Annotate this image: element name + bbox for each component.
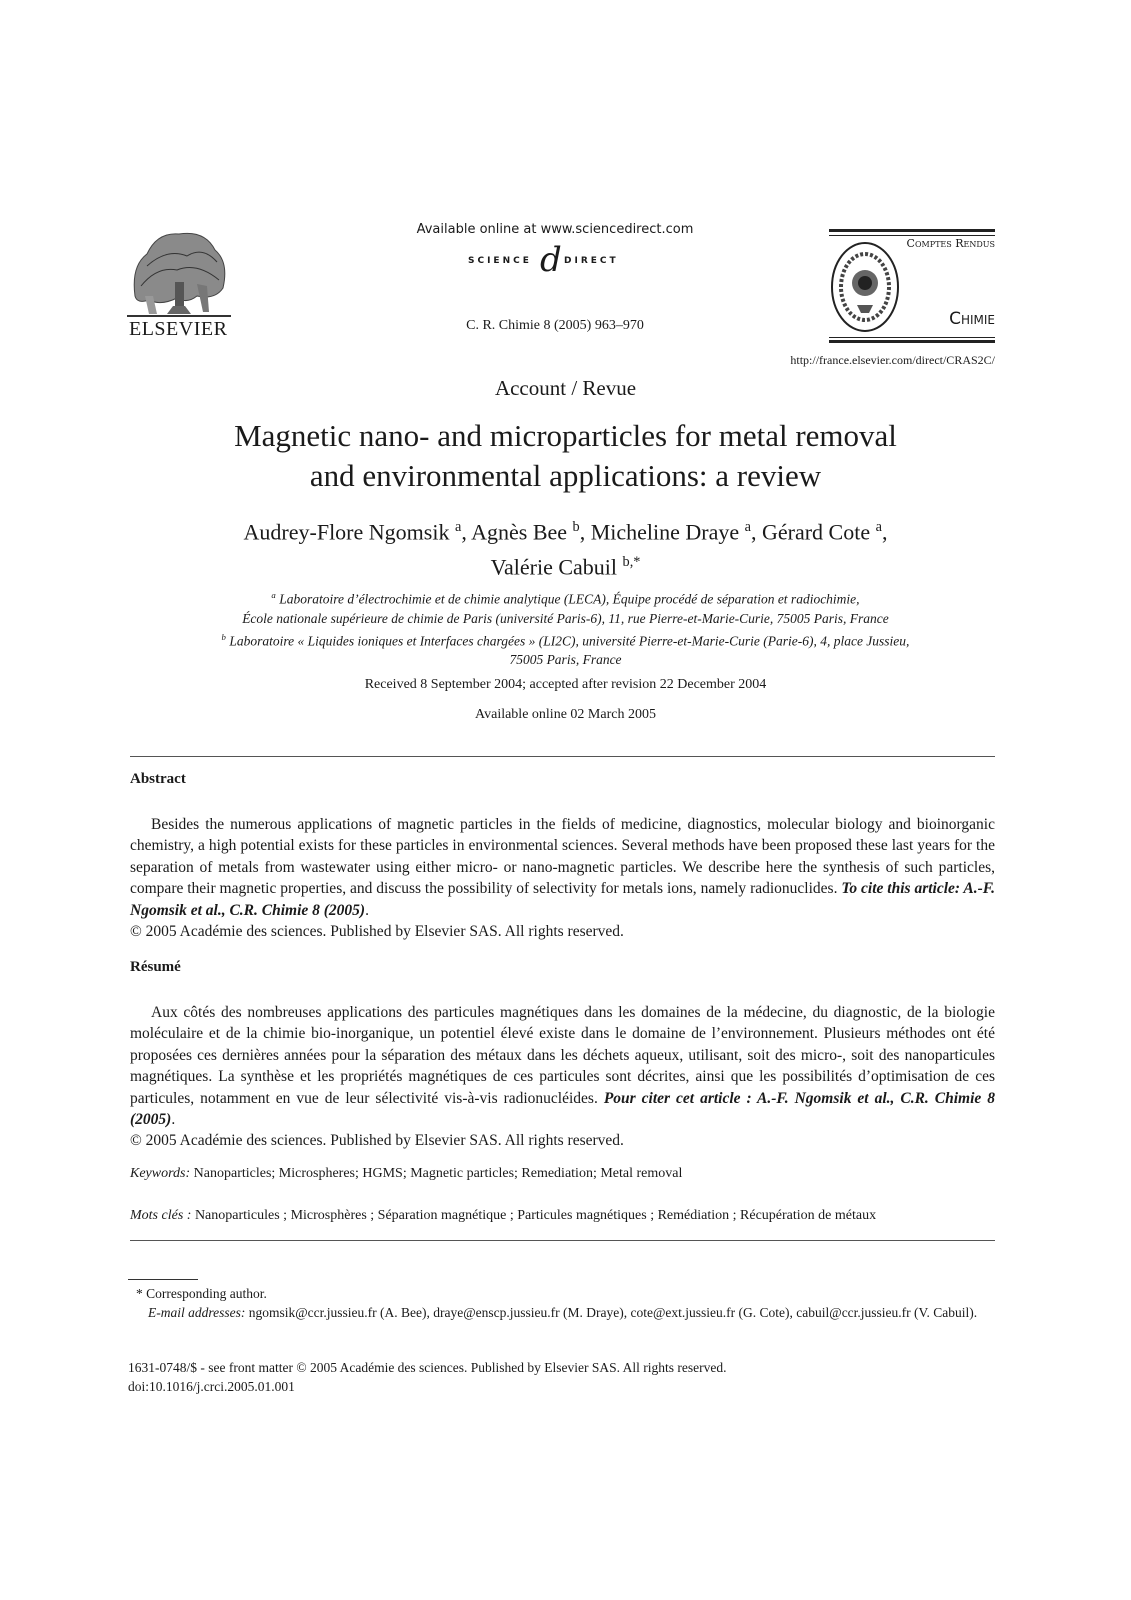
author-separator: , xyxy=(881,519,888,545)
corresponding-author-note: * Corresponding author. xyxy=(136,1286,267,1301)
journal-url-link[interactable]: http://france.elsevier.com/direct/CRAS2C/ xyxy=(790,353,995,367)
front-matter xyxy=(128,1358,998,1396)
mots-cles-text: Nanoparticules ; Microsphères ; Séparation magnétique ; Particules magnétiques ; Remédiation ; Récupération de métaux xyxy=(191,1208,877,1223)
author-name: Audrey-Flore Ngomsik xyxy=(243,519,450,545)
author-affiliation-marker: a xyxy=(454,519,462,535)
email-addresses[interactable]: ngomsik@ccr.jussieu.fr (A. Bee), draye@enscp.jussieu.fr (M. Draye), cote@ext.jussieu.fr (G. Cote), cabuil@ccr.jussieu.fr (V. Cabuil). xyxy=(245,1305,978,1320)
sciencedirect-logo xyxy=(460,240,650,282)
author-name: Agnès Bee xyxy=(471,519,568,545)
author-list xyxy=(100,512,1031,583)
keywords xyxy=(130,1166,995,1182)
author-separator: , xyxy=(461,519,472,545)
author-separator: , xyxy=(750,519,762,545)
author-affiliation-marker: b,* xyxy=(622,554,641,571)
email-addresses-note xyxy=(128,1303,998,1322)
footnotes xyxy=(128,1284,998,1322)
abstract-paragraph: Besides the numerous applications of magnetic particles in the fields of medicine, diagnostics, molecular biology and bioinorganic chemistry, a high potential exists for these particles in environmental sciences. Several methods have been proposed these last years for the separation of metals from wastewater using either micro- or nano-magnetic particles. We describe here the synthesis of such particles, compare their magnetic properties, and discuss the possibility of selectivity for metals ions, namely radionuclides. To cite this article: A.-F. Ngomsik et al., C.R. Chimie 8 (2005). xyxy=(130,816,995,919)
article-title xyxy=(100,416,1031,496)
author-name: Micheline Draye xyxy=(590,519,740,545)
author-separator: , xyxy=(579,519,591,545)
author-affiliation-marker: a xyxy=(875,519,882,535)
resume-body xyxy=(130,1002,995,1152)
journal-citation: C. R. Chimie 8 (2005) 963–970 xyxy=(466,318,644,333)
authors-line-2 xyxy=(100,547,1031,582)
author-name: Valérie Cabuil xyxy=(490,554,618,580)
mots-cles xyxy=(130,1208,995,1224)
journal-name: Chimie xyxy=(949,309,995,329)
abstract-citation: To cite this article: A.-F. Ngomsik et al., C.R. Chimie 8 (2005) xyxy=(130,880,995,919)
front-matter-line: 1631-0748/$ - see front matter © 2005 Académie des sciences. Published by Elsevier SAS. All rights reserved. xyxy=(128,1360,727,1375)
affiliations xyxy=(100,586,1031,669)
authors-line-1 xyxy=(100,512,1031,547)
divider xyxy=(130,756,995,757)
academy-seal-icon xyxy=(829,239,901,335)
comptes-rendus-chimie-logo xyxy=(829,229,995,343)
author-affiliation-marker: a xyxy=(744,519,751,535)
affiliation-marker: b xyxy=(221,631,226,642)
publisher-name: ELSEVIER xyxy=(129,318,228,340)
affiliation-b-line-1: $^b$ Laboratoire « Liquides ioniques et Interfaces chargées » (LI2C), université Pierre-et-Marie-Curie (Parie-6), 4, place Jussieu, xyxy=(221,631,910,648)
email-label: E-mail addresses: xyxy=(148,1305,246,1320)
resume-heading: Résumé xyxy=(130,959,181,975)
doi[interactable]: doi:10.1016/j.crci.2005.01.001 xyxy=(128,1379,295,1394)
affiliation-a-line-1: $^a$ Laboratoire d’électrochimie et de chimie analytique (LECA), Équipe procédé de séparation et radiochimie, xyxy=(271,590,860,607)
abstract-heading: Abstract xyxy=(130,771,186,787)
available-online-date: Available online 02 March 2005 xyxy=(475,707,656,722)
received-dates: Received 8 September 2004; accepted after revision 22 December 2004 xyxy=(364,677,767,692)
author-name: Gérard Cote xyxy=(761,519,871,545)
article-type: Account / Revue xyxy=(494,376,637,400)
resume-citation: Pour citer cet article : A.-F. Ngomsik et al., C.R. Chimie 8 (2005) xyxy=(130,1089,995,1129)
resume-paragraph: Aux côtés des nombreuses applications des particules magnétiques dans les domaines de la médecine, du diagnostic, de la biologie moléculaire et de la chimie bio-inorganique, un potentiel élevé existe dans le domaine de l’environnement. Plusieurs méthodes ont été proposées ces dernières années pour la séparation des métaux dans les déchets aqueux, utilisant, soit des micro-, soit des nanoparticules magnétiques. La synthèse et les propriétés magnétiques de ces particules sont décrites, ainsi que les possibilités d’optimisation de ces particules, notamment en vue de leur sélectivité vis-à-vis radionucléides. Pour citer cet article : A.-F. Ngomsik et al., C.R. Chimie 8 (2005). xyxy=(130,1004,995,1129)
affiliation-b-line-2: 75005 Paris, France xyxy=(509,652,622,667)
author-affiliation-marker: b xyxy=(572,519,580,535)
divider xyxy=(130,1240,995,1241)
mots-cles-label: Mots clés : xyxy=(130,1208,192,1223)
available-online-link[interactable]: Available online at www.sciencedirect.com xyxy=(416,222,694,237)
keywords-text: Nanoparticles; Microspheres; HGMS; Magnetic particles; Remediation; Metal removal xyxy=(190,1166,683,1181)
abstract-body xyxy=(130,814,995,942)
sd-logo-mark: d xyxy=(540,240,562,280)
affiliation-a-line-2: École nationale supérieure de chimie de Paris (université Paris-6), 11, rue Pierre-et-Marie-Curie, 75005 Paris, France xyxy=(242,610,889,626)
resume-copyright: © 2005 Académie des sciences. Published by Elsevier SAS. All rights reserved. xyxy=(130,1132,624,1150)
title-line-1: Magnetic nano- and microparticles for metal removal xyxy=(234,418,897,453)
title-line-2: and environmental applications: a review xyxy=(309,458,822,493)
footnote-divider xyxy=(128,1279,198,1280)
journal-series: Comptes Rendus xyxy=(906,237,995,250)
sd-logo-right: DIRECT xyxy=(564,256,619,266)
sd-logo-left: SCIENCE xyxy=(468,256,532,266)
keywords-label: Keywords: xyxy=(130,1166,191,1181)
abstract-copyright: © 2005 Académie des sciences. Published by Elsevier SAS. All rights reserved. xyxy=(130,923,624,941)
affiliation-marker: a xyxy=(271,590,276,600)
